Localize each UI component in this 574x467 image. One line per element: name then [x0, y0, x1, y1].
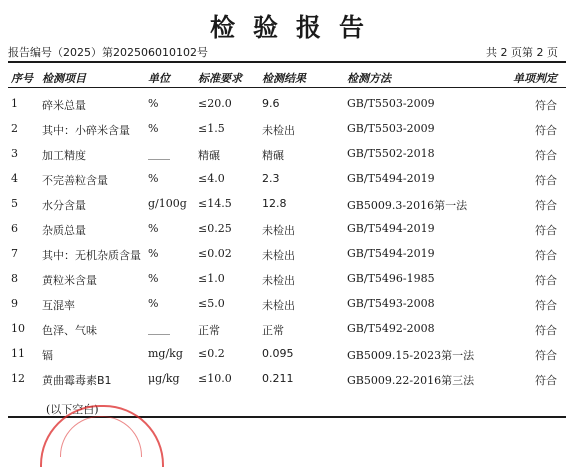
unit: %: [148, 122, 159, 135]
test-result: 9.6: [262, 97, 280, 110]
standard-requirement: ≤1.0: [198, 272, 225, 285]
unit: %: [148, 272, 159, 285]
standard-requirement: ≤0.02: [198, 247, 232, 260]
test-method: GB5009.22-2016第三法: [347, 374, 475, 387]
row-number: 2: [11, 122, 18, 135]
unit: ____: [148, 147, 170, 160]
table-row: [0, 172, 574, 197]
test-item: 杂质总量: [42, 224, 86, 237]
table-row: [0, 297, 574, 322]
test-method: GB/T5494-2019: [347, 172, 435, 185]
standard-requirement: ≤10.0: [198, 372, 232, 385]
unit: %: [148, 247, 159, 260]
unit: ____: [148, 322, 170, 335]
test-method: GB/T5496-1985: [347, 272, 435, 285]
unit: %: [148, 297, 159, 310]
header-unit: 单位: [148, 72, 170, 85]
table-row: [0, 372, 574, 397]
row-number: 5: [11, 197, 18, 210]
row-number: 1: [11, 97, 18, 110]
page-info: 共 2 页第 2 页: [486, 46, 558, 59]
row-number: 6: [11, 222, 18, 235]
verdict: 符合: [535, 349, 557, 362]
verdict: 符合: [535, 199, 557, 212]
test-item: 加工精度: [42, 149, 86, 162]
header-result: 检测结果: [262, 72, 306, 85]
standard-requirement: 正常: [198, 324, 220, 337]
test-item: 互混率: [42, 299, 75, 312]
row-number: 10: [11, 322, 25, 335]
table-row: [0, 347, 574, 372]
table-row: [0, 322, 574, 347]
test-item: 不完善粒含量: [42, 174, 108, 187]
test-method: GB5009.3-2016第一法: [347, 199, 468, 212]
verdict: 符合: [535, 99, 557, 112]
table-row: [0, 97, 574, 122]
test-method: GB/T5503-2009: [347, 97, 435, 110]
test-method: GB/T5493-2008: [347, 297, 435, 310]
row-number: 11: [11, 347, 25, 360]
table-row: [0, 147, 574, 172]
test-result: 2.3: [262, 172, 280, 185]
test-result: 未检出: [262, 124, 295, 137]
standard-requirement: ≤4.0: [198, 172, 225, 185]
test-method: GB/T5503-2009: [347, 122, 435, 135]
header-verdict: 单项判定: [513, 72, 557, 85]
test-method: GB/T5494-2019: [347, 247, 435, 260]
header-no: 序号: [11, 72, 33, 85]
header-req: 标准要求: [198, 72, 242, 85]
test-item: 色泽、气味: [42, 324, 97, 337]
table-row: [0, 272, 574, 297]
test-method: GB5009.15-2023第一法: [347, 349, 475, 362]
unit: μg/kg: [148, 372, 180, 385]
verdict: 符合: [535, 374, 557, 387]
verdict: 符合: [535, 174, 557, 187]
standard-requirement: ≤14.5: [198, 197, 232, 210]
row-number: 3: [11, 147, 18, 160]
table-row: [0, 222, 574, 247]
test-item: 镉: [42, 349, 53, 362]
test-item: 黄曲霉毒素B1: [42, 374, 112, 387]
unit: mg/kg: [148, 347, 183, 360]
standard-requirement: 精碾: [198, 149, 220, 162]
below-blank-note: (以下空白): [46, 403, 99, 416]
unit: %: [148, 172, 159, 185]
row-number: 4: [11, 172, 18, 185]
test-item: 其中：无机杂质含量: [42, 249, 141, 262]
test-result: 未检出: [262, 299, 295, 312]
verdict: 符合: [535, 324, 557, 337]
test-method: GB/T5494-2019: [347, 222, 435, 235]
row-number: 9: [11, 297, 18, 310]
test-result: 0.211: [262, 372, 294, 385]
unit: %: [148, 222, 159, 235]
standard-requirement: ≤5.0: [198, 297, 225, 310]
row-number: 12: [11, 372, 25, 385]
test-result: 0.095: [262, 347, 294, 360]
report-number: 报告编号（2025）第202506010102号: [8, 46, 208, 59]
test-result: 未检出: [262, 249, 295, 262]
header-rule: [8, 87, 566, 88]
standard-requirement: ≤0.2: [198, 347, 225, 360]
test-result: 正常: [262, 324, 284, 337]
row-number: 7: [11, 247, 18, 260]
row-number: 8: [11, 272, 18, 285]
test-result: 12.8: [262, 197, 287, 210]
table-row: [0, 197, 574, 222]
test-result: 精碾: [262, 149, 284, 162]
table-row: [0, 247, 574, 272]
official-seal-inner: [60, 416, 142, 457]
unit: g/100g: [148, 197, 187, 210]
test-method: GB/T5492-2008: [347, 322, 435, 335]
top-rule: [8, 61, 566, 63]
verdict: 符合: [535, 124, 557, 137]
test-item: 碎米总量: [42, 99, 86, 112]
unit: %: [148, 97, 159, 110]
test-method: GB/T5502-2018: [347, 147, 435, 160]
verdict: 符合: [535, 274, 557, 287]
test-item: 黄粒米含量: [42, 274, 97, 287]
test-result: 未检出: [262, 274, 295, 287]
header-method: 检测方法: [347, 72, 391, 85]
standard-requirement: ≤20.0: [198, 97, 232, 110]
test-result: 未检出: [262, 224, 295, 237]
standard-requirement: ≤1.5: [198, 122, 225, 135]
header-item: 检测项目: [42, 72, 86, 85]
verdict: 符合: [535, 249, 557, 262]
verdict: 符合: [535, 299, 557, 312]
table-row: [0, 122, 574, 147]
verdict: 符合: [535, 149, 557, 162]
test-item: 其中：小碎米含量: [42, 124, 130, 137]
test-item: 水分含量: [42, 199, 86, 212]
report-title: 检验报告: [209, 13, 382, 42]
standard-requirement: ≤0.25: [198, 222, 232, 235]
verdict: 符合: [535, 224, 557, 237]
